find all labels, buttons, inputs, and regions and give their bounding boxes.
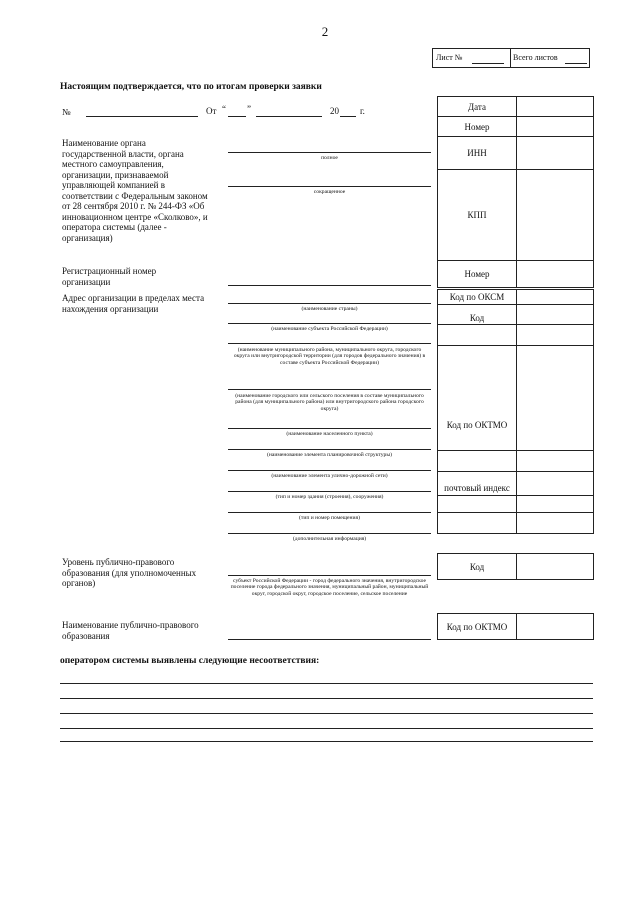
mismatch-line-1[interactable] — [60, 683, 593, 684]
sheet-divider — [510, 48, 511, 68]
number-cell: Номер — [437, 116, 517, 137]
oksm-cell: Код по ОКСМ — [437, 289, 517, 305]
total-sheets-line — [565, 63, 587, 64]
postal-code-cell: почтовый индекс — [437, 471, 517, 496]
number-value-cell[interactable] — [516, 116, 594, 137]
address-caption-planning: (наименование элемента планировочной структуры) — [267, 452, 392, 458]
address-caption-subject: (наименование субъекта Российской Федерации) — [271, 326, 388, 332]
address-caption-street: (наименование элемента улично-дорожной сети) — [271, 473, 388, 479]
level-line[interactable] — [228, 575, 431, 576]
postal-code-value-cell[interactable] — [516, 471, 594, 496]
address-line-settlement[interactable] — [228, 389, 431, 390]
ppo-oktmo-value-cell[interactable] — [516, 613, 594, 640]
address-caption-country: (наименование страны) — [301, 306, 358, 312]
year-prefix: 20 — [330, 106, 339, 116]
municipal-spacer-value-cell — [516, 324, 594, 346]
from-label: От — [206, 106, 217, 116]
address-line-planning[interactable] — [228, 449, 431, 450]
application-number-line[interactable] — [86, 116, 198, 117]
address-label: Адрес организации в пределах места нахождения организации — [62, 293, 205, 314]
subject-code-cell: Код — [437, 304, 517, 325]
total-sheets-label: Всего листов — [513, 53, 558, 62]
number-sign: № — [62, 107, 71, 117]
date-value-cell[interactable] — [516, 96, 594, 117]
level-label: Уровень публично-правового образования (для уполномоченных органов) — [62, 557, 197, 588]
mismatch-line-2[interactable] — [60, 698, 593, 699]
sheet-number-line — [472, 63, 504, 64]
planning-spacer-cell — [437, 450, 517, 472]
org-full-name-line[interactable] — [228, 152, 431, 153]
page-number: 2 — [321, 24, 329, 39]
kpp-value-cell[interactable] — [516, 169, 594, 261]
address-caption-room: (тип и номер помещения) — [299, 515, 360, 521]
room-spacer-value-cell — [516, 512, 594, 534]
address-caption-additional: (дополнительная информация) — [292, 536, 367, 542]
address-caption-locality: (наименование населенного пункта) — [286, 431, 373, 437]
date-close-quote: ” — [247, 104, 251, 114]
sheet-label: Лист № — [436, 53, 463, 62]
room-spacer-cell — [437, 512, 517, 534]
level-code-value-cell[interactable] — [516, 553, 594, 580]
address-line-street[interactable] — [228, 470, 431, 471]
inn-value-cell[interactable] — [516, 136, 594, 170]
mismatch-line-4[interactable] — [60, 728, 593, 729]
level-code-cell: Код — [437, 553, 517, 580]
mismatch-line-3[interactable] — [60, 713, 593, 714]
date-open-quote: “ — [222, 104, 226, 114]
year-line[interactable] — [340, 116, 356, 117]
oktmo-address-value-cell[interactable] — [516, 345, 594, 451]
day-line[interactable] — [228, 116, 246, 117]
planning-spacer-value-cell — [516, 450, 594, 472]
inn-cell: ИНН — [437, 136, 517, 170]
ppo-oktmo-cell: Код по ОКТМО — [437, 613, 517, 640]
municipal-spacer-cell — [437, 324, 517, 346]
confirm-heading: Настоящим подтверждается, что по итогам проверки заявки — [60, 82, 322, 92]
oksm-value-cell[interactable] — [516, 289, 594, 305]
address-line-subject[interactable] — [228, 323, 431, 324]
ppo-name-label: Наименование публично-правового образования — [62, 620, 199, 641]
reg-number-label: Регистрационный номер организации — [62, 266, 157, 287]
mismatch-line-5[interactable] — [60, 741, 593, 742]
org-name-label: Наименование органа государственной власти, органа местного самоуправления, организации, признаваемой управляющей компанией в соответствии с Федеральным законом от 28 сентября 2010 г. № 244-ФЗ «Об инновационном центре «Сколково», и оператора системы (далее - организация) — [62, 138, 208, 243]
month-line[interactable] — [256, 116, 322, 117]
address-caption-settlement: (наименование городского или сельского поселения в составе муниципального района (для муниципального района) или внутригородского района городского округа) — [235, 393, 424, 412]
level-caption: субъект Российской Федерации - город федерального значения, внутригородское поселение города федерального значения, муниципальный район, муниципальный округ, городской округ, городское поселение, сельское поселение — [230, 578, 429, 597]
address-caption-building: (тип и номер здания (строения), сооружения) — [275, 494, 384, 500]
org-full-name-caption: полное — [321, 155, 338, 161]
org-short-name-caption: сокращенное — [313, 189, 346, 195]
address-caption-municipal: (наименование муниципального района, муниципального округа, городского округа или внутригородской территории (для городов федерального значения) в составе субъекта Российской Федерации) — [233, 347, 426, 366]
address-line-building[interactable] — [228, 491, 431, 492]
address-line-locality[interactable] — [228, 428, 431, 429]
building-spacer-cell — [437, 495, 517, 513]
year-suffix: г. — [360, 106, 365, 116]
address-line-additional[interactable] — [228, 533, 431, 534]
reg-number-cell: Номер — [437, 260, 517, 288]
building-spacer-value-cell — [516, 495, 594, 513]
date-cell: Дата — [437, 96, 517, 117]
address-line-room[interactable] — [228, 512, 431, 513]
mismatch-heading: оператором системы выявлены следующие несоответствия: — [60, 656, 320, 666]
address-line-municipal[interactable] — [228, 343, 431, 344]
oktmo-address-cell: Код по ОКТМО — [437, 345, 517, 451]
address-line-country[interactable] — [228, 303, 431, 304]
kpp-cell: КПП — [437, 169, 517, 261]
reg-number-value-cell[interactable] — [516, 260, 594, 288]
subject-code-value-cell[interactable] — [516, 304, 594, 325]
reg-number-line[interactable] — [228, 285, 431, 286]
org-short-name-line[interactable] — [228, 186, 431, 187]
ppo-name-line[interactable] — [228, 639, 431, 640]
